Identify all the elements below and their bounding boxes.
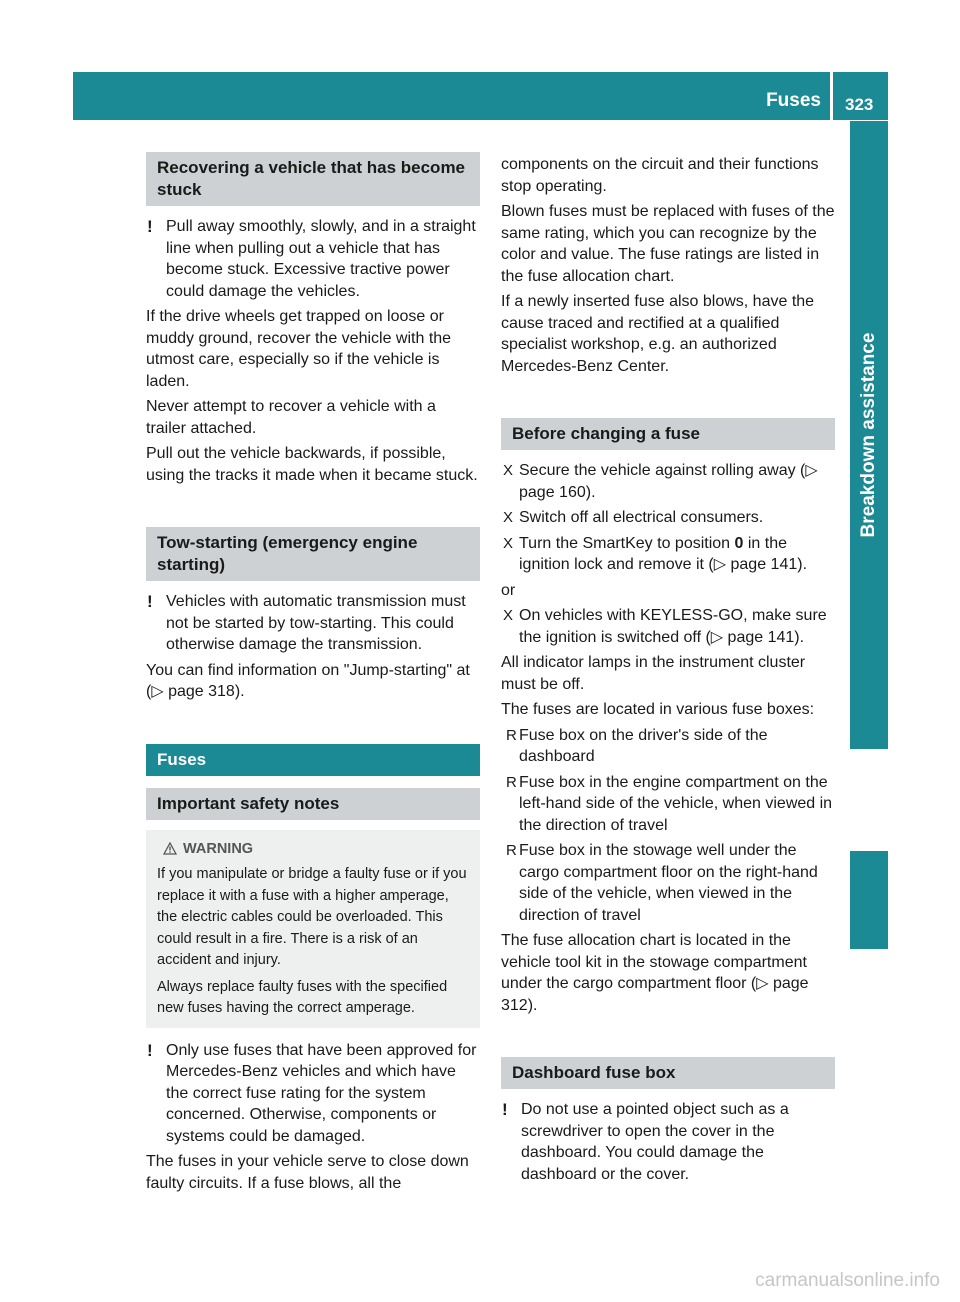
step-x-icon: X [503, 462, 514, 479]
paragraph: Pull out the vehicle backwards, if possible, using the tracks it made when it became stuck. [146, 445, 478, 484]
paragraph: You can find information on "Jump-starting" at (▷ page 318). [146, 661, 470, 700]
warning-box [146, 830, 480, 1028]
paragraph: The fuses in your vehicle serve to close down faulty circuits. If a fuse blows, all the [146, 1153, 469, 1192]
step-text: Turn the SmartKey to position [519, 534, 735, 552]
paragraph: All indicator lamps in the instrument cluster must be off. [501, 654, 806, 693]
section-safety-notes: Important safety notes [146, 788, 480, 820]
list-text: Fuse box in the engine compartment on the left-hand side of the vehicle, when viewed in the direction of travel [519, 773, 833, 834]
note-tow [146, 591, 480, 656]
section-recovering: Recovering a vehicle that has become stuck [146, 152, 480, 206]
step-item [501, 507, 835, 529]
step-text: Switch off all electrical consumers. [519, 509, 764, 526]
note-text: Pull away smoothly, slowly, and in a straight line when pulling out a vehicle that has become stuck. Excessive tractive power could damage the vehicles. [166, 218, 476, 300]
header-divider [830, 72, 833, 120]
bullet-r-icon: R [506, 842, 517, 859]
paragraph: If the drive wheels get trapped on loose or muddy ground, recover the vehicle with the utmost care, especially so if the vehicle is laden. [146, 308, 452, 390]
paragraph: The fuses are located in various fuse boxes: [501, 701, 815, 718]
bullet-r-icon: R [506, 773, 517, 791]
note-recover [146, 216, 480, 302]
paragraph: If a newly inserted fuse also blows, have the cause traced and rectified at a qualified specialist workshop, e.g. an authorized Mercedes-Benz Center. [501, 293, 815, 375]
watermark: carmanualsonline.info [755, 1270, 940, 1291]
step-x-icon: X [503, 509, 514, 526]
step-item [501, 460, 835, 503]
section-before-changing: Before changing a fuse [501, 418, 835, 450]
list-text: Fuse box on the driver's side of the dashboard [519, 726, 768, 765]
key-position: 0 [734, 534, 744, 552]
exclamation-icon: ! [147, 592, 153, 611]
list-item [501, 772, 835, 837]
header-bar [73, 72, 888, 120]
or-text: or [501, 581, 516, 599]
exclamation-icon: ! [147, 217, 153, 236]
paragraph: Blown fuses must be replaced with fuses of the same rating, which you can recognize by the color and value. The fuse ratings are listed in the fuse allocation chart. [501, 203, 835, 285]
warning-label: WARNING [183, 840, 254, 857]
list-text: Fuse box in the stowage well under the cargo compartment floor on the right-hand side of the vehicle, when viewed in the direction of travel [519, 842, 818, 924]
step-x-icon: X [503, 534, 514, 552]
list-item [501, 840, 835, 926]
warning-text: If you manipulate or bridge a faulty fuse or if you replace it with a fuse with a higher amperage, the electric cables could be overloaded. This could result in a fire. There is a risk of an accident and injury. [157, 866, 467, 968]
right-column [501, 154, 835, 1189]
paragraph: Never attempt to recover a vehicle with a trailer attached. [146, 398, 436, 437]
warning-triangle-icon [163, 841, 177, 863]
note-text: Vehicles with automatic transmission must not be started by tow-starting. This could otherwise damage the transmission. [166, 593, 466, 653]
note-dashboard [501, 1099, 835, 1185]
section-dashboard-fuse-box: Dashboard fuse box [501, 1057, 835, 1089]
step-item [501, 533, 835, 576]
paragraph: components on the circuit and their functions stop operating. [501, 156, 819, 195]
note-text: Only use fuses that have been approved for Mercedes-Benz vehicles and which have the correct fuse rating for the system concerned. Otherwise, components or systems could be damaged. [166, 1041, 477, 1145]
bullet-r-icon: R [506, 726, 517, 744]
page-number: 323 [845, 95, 874, 114]
paragraph: The fuse allocation chart is located in the vehicle tool kit in the stowage compartment under the cargo compartment floor (▷ page 312). [501, 932, 809, 1014]
warning-heading [157, 839, 470, 863]
left-column [146, 152, 480, 1198]
side-tab-marker [850, 851, 888, 949]
header-title: Fuses [766, 90, 821, 111]
note-approved-fuses [146, 1040, 480, 1148]
list-item [501, 725, 835, 768]
side-tab [850, 121, 888, 749]
step-text: Secure the vehicle against rolling away (▷ page 160). [519, 462, 818, 501]
warning-text: Always replace faulty fuses with the specified new fuses having the correct amperage. [157, 978, 448, 1016]
section-tow-starting: Tow-starting (emergency engine starting) [146, 527, 480, 581]
section-fuses: Fuses [146, 744, 480, 776]
step-text: On vehicles with KEYLESS-GO, make sure the ignition is switched off (▷ page 141). [519, 607, 827, 646]
step-text: in the ignition lock and remove it (▷ page 141). [519, 534, 808, 573]
note-text: Do not use a pointed object such as a screwdriver to open the cover in the dashboard. You could damage the dashboard or the cover. [521, 1101, 789, 1183]
exclamation-icon: ! [502, 1100, 508, 1119]
step-x-icon: X [503, 607, 514, 624]
step-item [501, 605, 835, 648]
side-tab-label: Breakdown assistance [858, 332, 879, 538]
exclamation-icon: ! [147, 1040, 153, 1060]
